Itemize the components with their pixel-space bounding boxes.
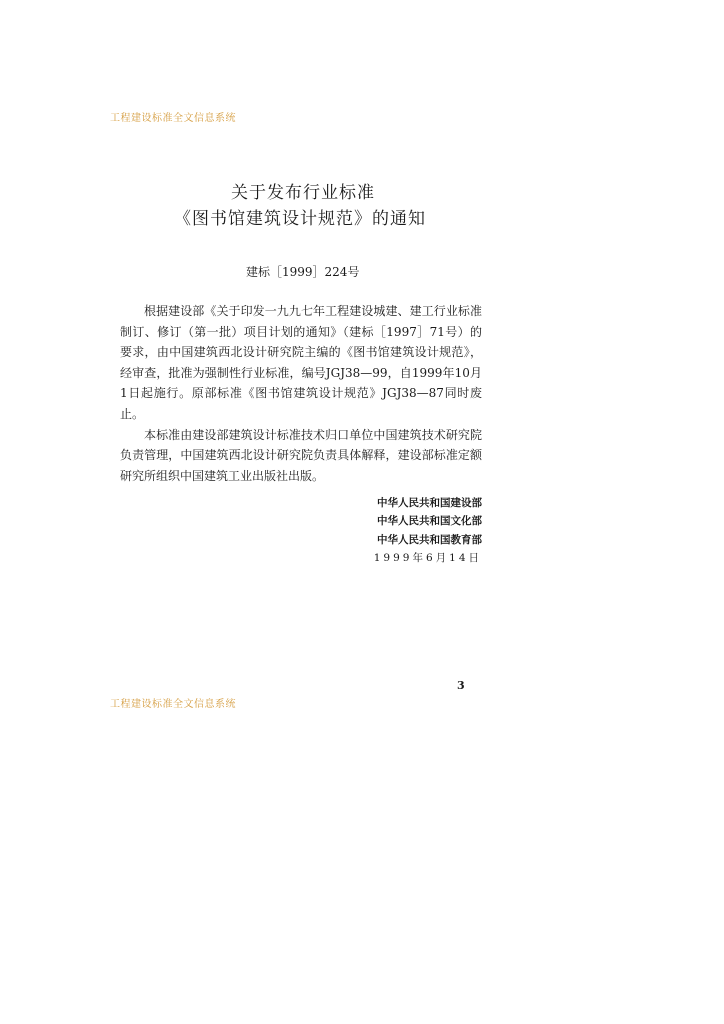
notice-body — [120, 301, 482, 486]
signature-ministry-education: 中华人民共和国教育部 — [377, 533, 482, 546]
watermark-bottom: 工程建设标准全文信息系统 — [110, 699, 236, 710]
paragraph-1: 根据建设部《关于印发一九九七年工程建设城建、建工行业标准制订、修订（第一批）项目计划的通知》（建标［1997］71号）的要求，由中国建筑西北设计研究院主编的《图书馆建筑设计规范》，经审查，批准为强制性行业标准，编号JGJ38—99，自1999年10月1日起施行。原部标准《图书馆建筑设计规范》JGJ38—87同时废止。 — [120, 304, 482, 421]
issue-date: 1999年6月14日 — [373, 551, 482, 564]
paragraph-2: 本标准由建设部建筑设计标准技术归口单位中国建筑技术研究院负责管理，中国建筑西北设计研究院负责具体解释，建设部标准定额研究所组织中国建筑工业出版社出版。 — [120, 427, 482, 483]
page-number: 3 — [457, 679, 465, 692]
signature-ministry-construction: 中华人民共和国建设部 — [377, 497, 482, 509]
title-line-1: 关于发布行业标准 — [231, 183, 375, 203]
signature-ministry-culture: 中华人民共和国文化部 — [377, 515, 482, 528]
document-number: 建标［1999］224号 — [246, 265, 360, 279]
issuing-authorities — [360, 494, 482, 567]
watermark-top: 工程建设标准全文信息系统 — [110, 113, 236, 124]
title-line-2: 《图书馆建筑设计规范》的通知 — [174, 209, 426, 229]
